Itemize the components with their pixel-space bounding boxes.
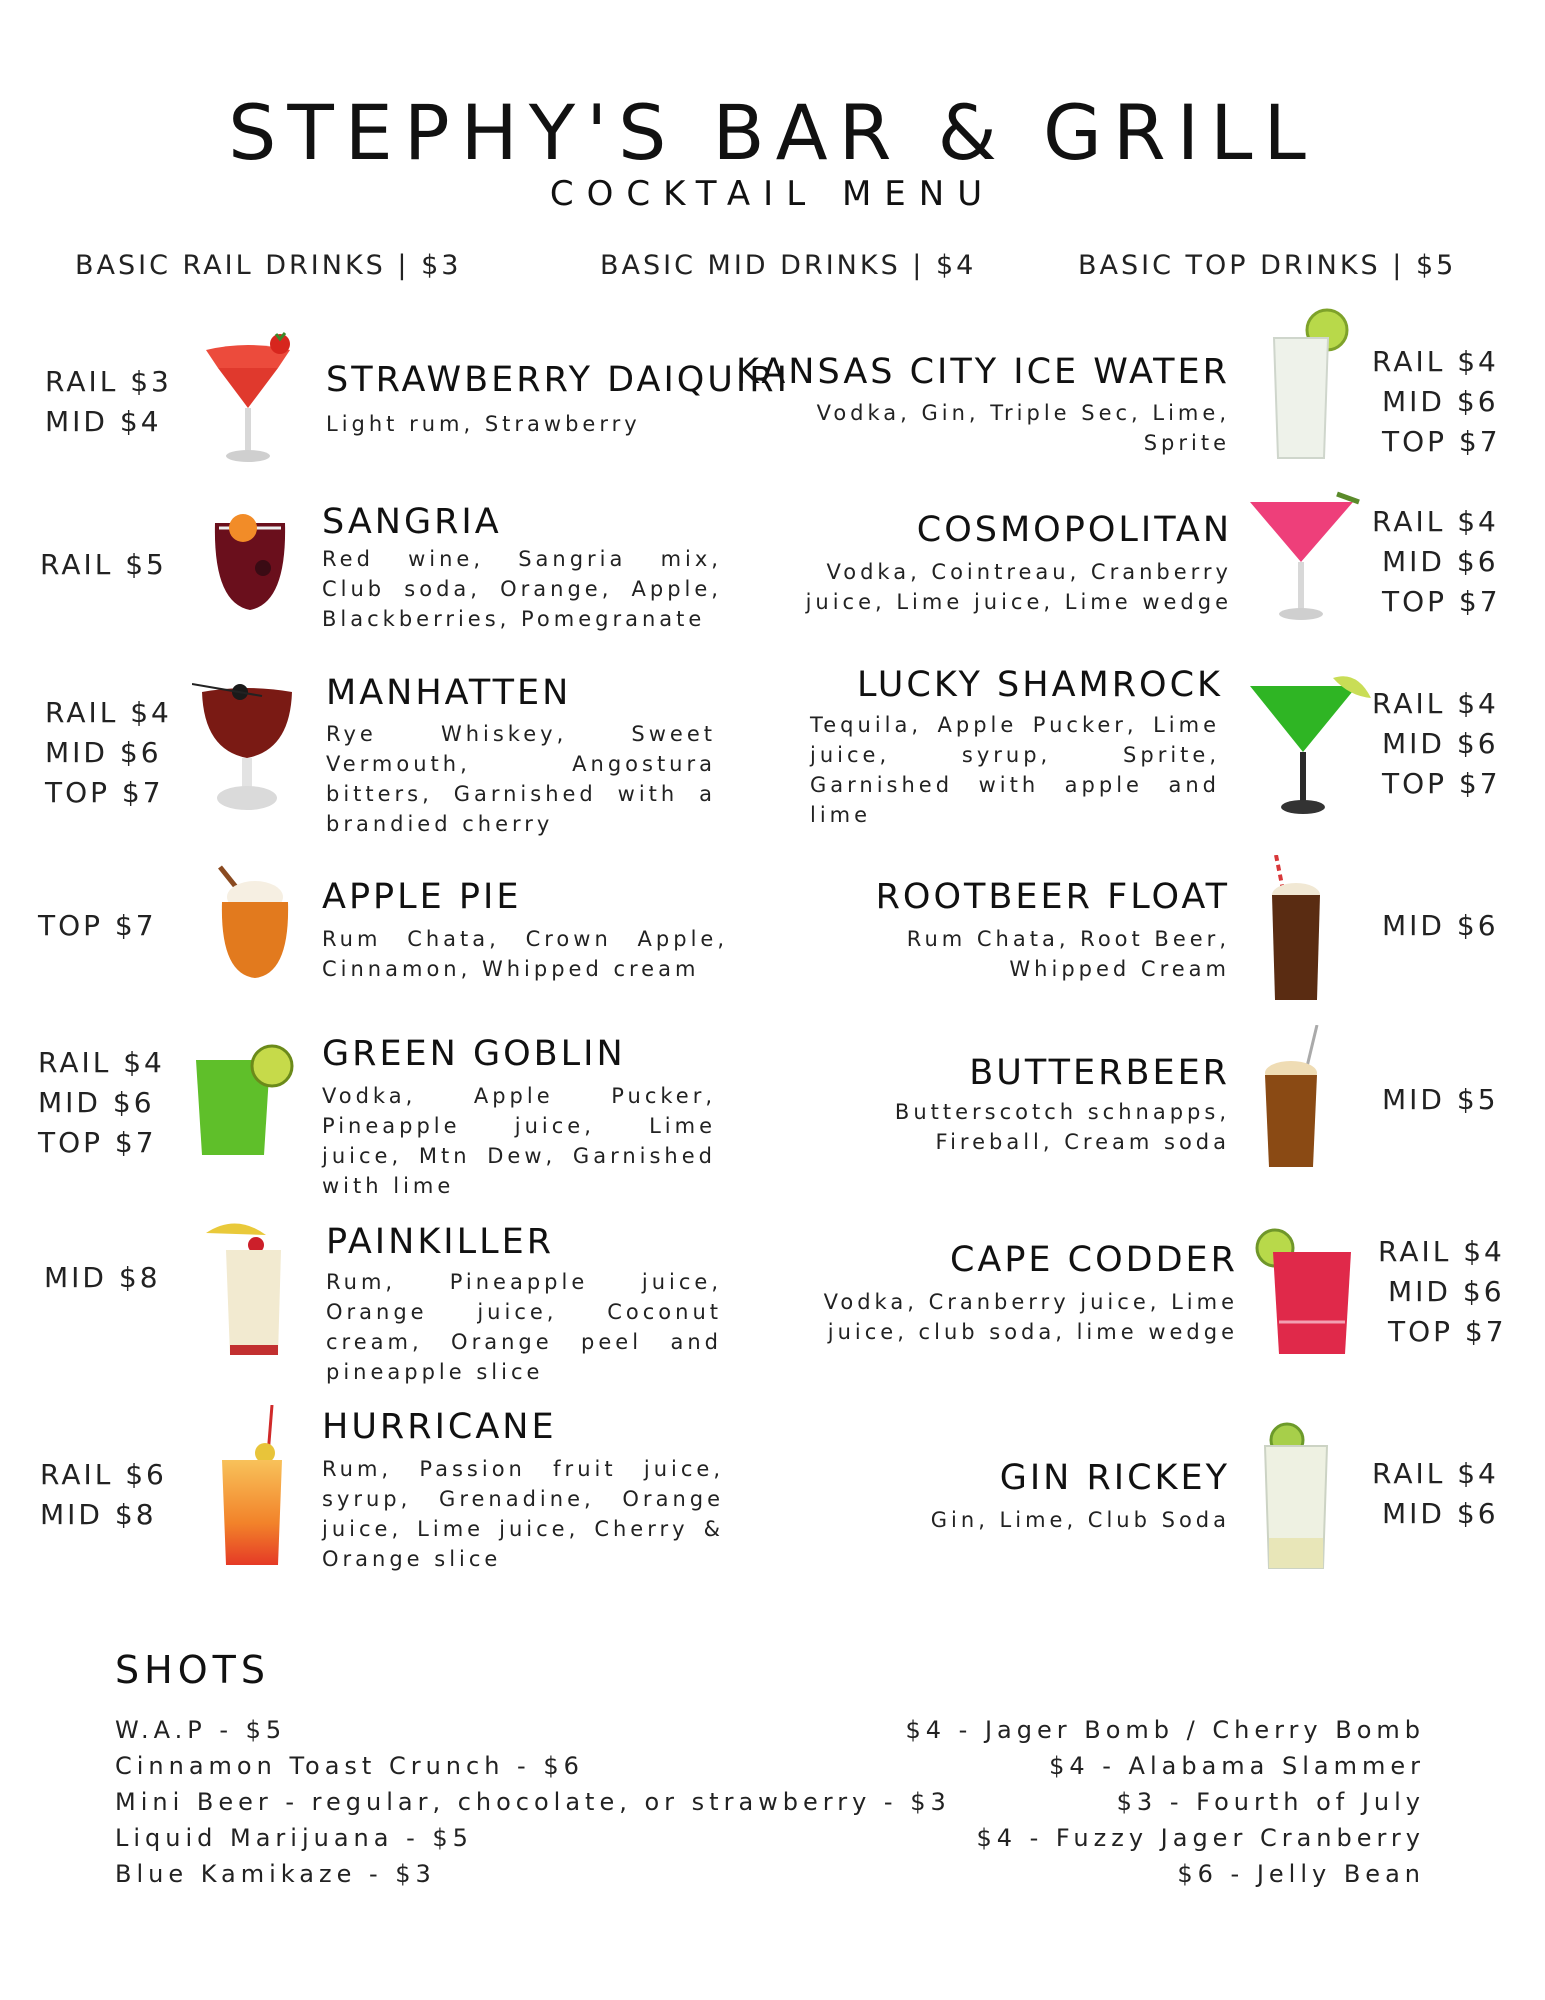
shot-item: $4 - Jager Bomb / Cherry Bomb	[905, 1716, 1425, 1744]
shot-item: $3 - Fourth of July	[1116, 1788, 1425, 1816]
drink-description: Rum Chata, Root Beer, Whipped Cream	[906, 927, 1230, 981]
drink-name: STRAWBERRY DAIQUIRI	[326, 360, 790, 400]
shot-item: Mini Beer - regular, chocolate, or strawberry - $3	[115, 1788, 951, 1816]
price: TOP $7	[38, 909, 157, 942]
drink-description: Tequila, Apple Pucker, Lime juice, syrup, Sprite, Garnished with apple and lime	[810, 713, 1220, 827]
shots-title: SHOTS	[115, 1648, 270, 1692]
painkiller-drink-icon	[196, 1215, 296, 1365]
price: MID $6	[38, 1086, 155, 1119]
price: RAIL $5	[40, 548, 167, 581]
price-list	[1378, 1232, 1507, 1352]
drink-name: SANGRIA	[322, 502, 502, 542]
drink-description: Butterscotch schnapps, Fireball, Cream soda	[894, 1100, 1230, 1154]
price: MID $6	[1382, 1497, 1499, 1530]
drink-name: BUTTERBEER	[969, 1053, 1230, 1093]
price: RAIL $4	[45, 696, 172, 729]
price: MID $6	[1382, 545, 1499, 578]
price: MID $6	[45, 736, 162, 769]
apple-pie-drink-icon	[210, 862, 300, 987]
shots-right-list	[906, 1712, 1425, 1892]
drink-description: Vodka, Apple Pucker, Pineapple juice, Lime juice, Mtn Dew, Garnished with lime	[322, 1084, 716, 1198]
price: MID $6	[1382, 909, 1499, 942]
menu-title: STEPHY'S BAR & GRILL	[228, 88, 1317, 177]
drink-description: Rye Whiskey, Sweet Vermouth, Angostura bitters, Garnished with a brandied cherry	[326, 722, 716, 836]
price: MID $6	[1382, 385, 1499, 418]
rootbeer-float-drink-icon	[1262, 855, 1342, 1005]
drink-name: CAPE CODDER	[949, 1240, 1238, 1280]
drink-description: Rum, Pineapple juice, Orange juice, Coconut cream, Orange peel and pineapple slice	[326, 1270, 722, 1384]
drink-description: Vodka, Gin, Triple Sec, Lime, Sprite	[816, 401, 1230, 455]
price-list	[40, 1455, 167, 1535]
price: RAIL $3	[45, 365, 172, 398]
butterbeer-drink-icon	[1255, 1025, 1340, 1175]
drink-description: Red wine, Sangria mix, Club soda, Orange, Apple, Blackberries, Pomegranate	[322, 547, 722, 631]
cape-codder-drink-icon	[1255, 1222, 1365, 1362]
basic-mid-drinks: BASIC MID DRINKS | $4	[600, 250, 977, 281]
price-list	[45, 362, 172, 442]
price: RAIL $4	[1372, 1457, 1499, 1490]
price: TOP $7	[1382, 585, 1501, 618]
price: RAIL $4	[1378, 1235, 1505, 1268]
shot-item: $4 - Alabama Slammer	[1049, 1752, 1425, 1780]
drink-name: COSMOPOLITAN	[916, 510, 1232, 550]
drink-name: KANSAS CITY ICE WATER	[736, 352, 1230, 392]
price-list	[1372, 502, 1501, 622]
shot-item: Blue Kamikaze - $3	[115, 1860, 436, 1888]
shot-item: $6 - Jelly Bean	[1177, 1860, 1425, 1888]
price: RAIL $4	[38, 1046, 165, 1079]
drink-name: MANHATTEN	[326, 673, 572, 713]
price: RAIL $4	[1372, 345, 1499, 378]
kansas-city-ice-water-drink-icon	[1262, 308, 1352, 468]
price-list	[44, 1258, 161, 1298]
shot-item: W.A.P - $5	[115, 1716, 287, 1744]
price: TOP $7	[38, 1126, 157, 1159]
price: MID $8	[44, 1261, 161, 1294]
drink-description: Light rum, Strawberry	[326, 412, 641, 436]
shot-item: $4 - Fuzzy Jager Cranberry	[976, 1824, 1425, 1852]
drink-name: HURRICANE	[322, 1407, 557, 1447]
drink-description: Vodka, Cointreau, Cranberry juice, Lime juice, Lime wedge	[805, 560, 1232, 614]
price: RAIL $4	[1372, 687, 1499, 720]
drink-description: Rum Chata, Crown Apple, Cinnamon, Whipped cream	[322, 927, 728, 981]
drink-name: LUCKY SHAMROCK	[857, 665, 1223, 705]
price-list	[1382, 906, 1499, 946]
manhatten-drink-icon	[192, 670, 302, 815]
price: RAIL $4	[1372, 505, 1499, 538]
price-list	[1382, 1080, 1499, 1120]
price-list	[1372, 342, 1501, 462]
drink-name: ROOTBEER FLOAT	[875, 877, 1230, 917]
menu-subtitle: COCKTAIL MENU	[549, 174, 996, 214]
strawberry-daiquiri-drink-icon	[198, 330, 298, 470]
price-list	[38, 906, 157, 946]
drink-description: Rum, Passion fruit juice, syrup, Grenadine, Orange juice, Lime juice, Cherry & Orange slice	[322, 1457, 724, 1571]
price-list	[1372, 1454, 1499, 1534]
lucky-shamrock-drink-icon	[1245, 672, 1375, 822]
cosmopolitan-drink-icon	[1245, 490, 1365, 630]
price-list	[1372, 684, 1501, 804]
price: MID $5	[1382, 1083, 1499, 1116]
shots-left-list	[115, 1712, 951, 1892]
price: MID $6	[1382, 727, 1499, 760]
green-goblin-drink-icon	[188, 1040, 298, 1165]
price: TOP $7	[1388, 1315, 1507, 1348]
price: RAIL $6	[40, 1458, 167, 1491]
shot-item: Cinnamon Toast Crunch - $6	[115, 1752, 584, 1780]
price: TOP $7	[1382, 767, 1501, 800]
sangria-drink-icon	[205, 508, 295, 618]
price-list	[40, 545, 167, 585]
drink-description: Gin, Lime, Club Soda	[930, 1508, 1230, 1532]
price-list	[38, 1043, 165, 1163]
price: TOP $7	[45, 776, 164, 809]
price-list	[45, 693, 172, 813]
shot-item: Liquid Marijuana - $5	[115, 1824, 473, 1852]
hurricane-drink-icon	[210, 1405, 300, 1575]
price: MID $6	[1388, 1275, 1505, 1308]
drink-name: APPLE PIE	[322, 877, 522, 917]
basic-rail-drinks: BASIC RAIL DRINKS | $3	[75, 250, 462, 281]
price: MID $8	[40, 1498, 157, 1531]
price: TOP $7	[1382, 425, 1501, 458]
drink-name: GIN RICKEY	[999, 1458, 1230, 1498]
drink-name: GREEN GOBLIN	[322, 1034, 626, 1074]
basic-top-drinks: BASIC TOP DRINKS | $5	[1078, 250, 1457, 281]
drink-name: PAINKILLER	[326, 1222, 555, 1262]
price: MID $4	[45, 405, 162, 438]
drink-description: Vodka, Cranberry juice, Lime juice, club soda, lime wedge	[823, 1290, 1238, 1344]
gin-rickey-drink-icon	[1255, 1418, 1345, 1573]
